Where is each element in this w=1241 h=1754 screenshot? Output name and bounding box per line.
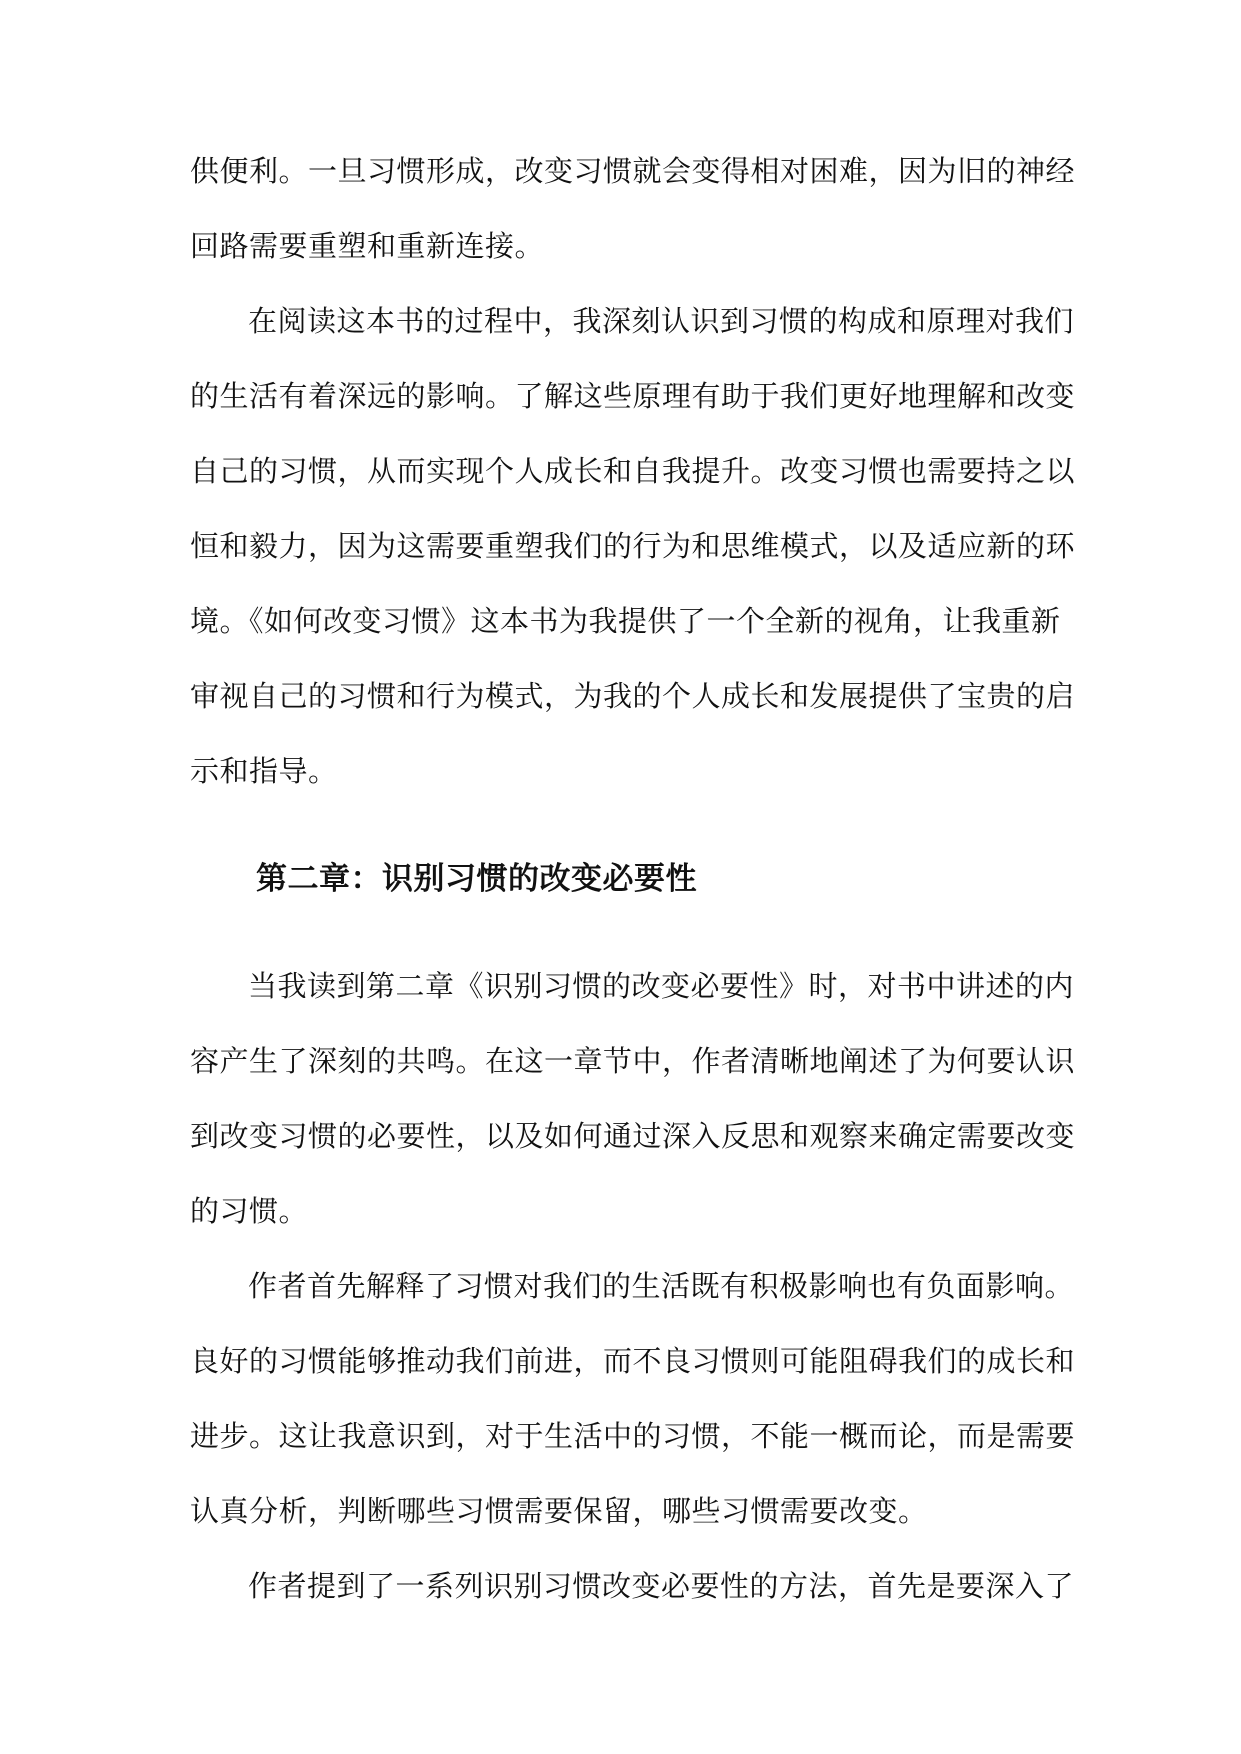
text-line: 境。《如何改变习惯》这本书为我提供了一个全新的视角，让我重新 (190, 604, 1061, 638)
text-line: 审视自己的习惯和行为模式，为我的个人成长和发展提供了宝贵的启 (190, 679, 1076, 713)
text-line: 在阅读这本书的过程中，我深刻认识到习惯的构成和原理对我们 (248, 304, 1075, 338)
text-line: 作者提到了一系列识别习惯改变必要性的方法，首先是要深入了 (248, 1569, 1075, 1603)
text-line: 供便利。一旦习惯形成，改变习惯就会变得相对困难，因为旧的神经 (190, 154, 1076, 188)
text-line: 良好的习惯能够推动我们前进，而不良习惯则可能阻碍我们的成长和 (190, 1344, 1076, 1378)
text-line: 示和指导。 (190, 754, 338, 788)
text-line: 回路需要重塑和重新连接。 (190, 229, 545, 263)
chapter-heading: 第二章：识别习惯的改变必要性 (256, 861, 697, 897)
text-line: 恒和毅力，因为这需要重塑我们的行为和思维模式，以及适应新的环 (190, 529, 1076, 563)
text-line: 当我读到第二章《识别习惯的改变必要性》时，对书中讲述的内 (248, 969, 1075, 1003)
text-line: 作者首先解释了习惯对我们的生活既有积极影响也有负面影响。 (248, 1269, 1075, 1303)
text-line: 进步。这让我意识到，对于生活中的习惯，不能一概而论，而是需要 (190, 1419, 1076, 1453)
text-line: 容产生了深刻的共鸣。在这一章节中，作者清晰地阐述了为何要认识 (190, 1044, 1076, 1078)
text-line: 认真分析，判断哪些习惯需要保留，哪些习惯需要改变。 (190, 1494, 928, 1528)
text-line: 的生活有着深远的影响。了解这些原理有助于我们更好地理解和改变 (190, 379, 1076, 413)
text-line: 到改变习惯的必要性，以及如何通过深入反思和观察来确定需要改变 (190, 1119, 1076, 1153)
text-line: 自己的习惯，从而实现个人成长和自我提升。改变习惯也需要持之以 (190, 454, 1076, 488)
text-line: 的习惯。 (190, 1194, 309, 1228)
